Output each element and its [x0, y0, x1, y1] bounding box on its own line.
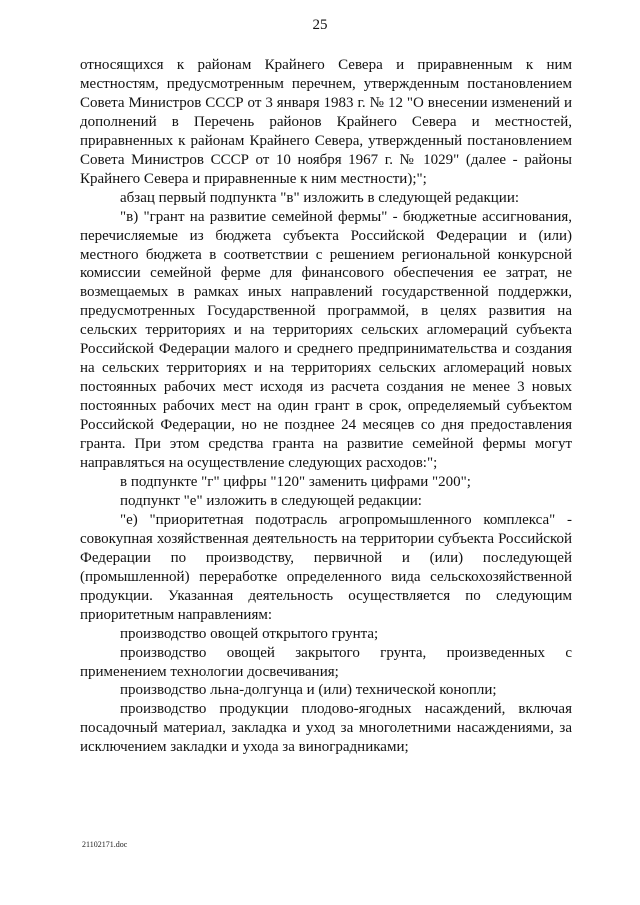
paragraph: подпункт "е" изложить в следующей редакции: [120, 492, 422, 509]
paragraph: производство овощей закрытого грунта, произведенных с применением технологии досвечивания; [80, 644, 572, 680]
page-number: 25 [312, 17, 328, 33]
paragraph: производство продукции плодово-ягодных насаждений, включая посадочный материал, закладка и уход за многолетними насаждениями, за исключением закладки и ухода за виноградниками; [80, 701, 572, 756]
document-body [80, 56, 572, 757]
paragraph: в подпункте "г" цифры "120" заменить цифрами "200"; [120, 473, 471, 490]
paragraph: абзац первый подпункта "в" изложить в следующей редакции: [120, 189, 520, 206]
footer-filename: 21102171.doc [82, 840, 128, 849]
paragraph: "в) "грант на развитие семейной фермы" - бюджетные ассигнования, перечисляемые из бюджета субъекта Российской Федерации и (или) местного бюджета в соответствии с решением региональной конкурсной комиссии семейной ферме для финансового обеспечения ее затрат, не возмещаемых в рамках иных направлений государственной поддержки, предусмотренных Государственной программой, в целях развития на сельских территориях и на территориях сельских агломераций субъекта Российской Федерации малого и среднего предпринимательства и создания на сельских территориях и на территориях сельских агломераций новых постоянных рабочих мест исходя из расчета создания не менее 3 новых постоянных рабочих мест на один грант в срок, определяемый субъектом Российской Федерации, но не позднее 24 месяцев со дня предоставления гранта. При этом средства гранта на развитие семейной фермы могут направляться на осуществление следующих расходов:"; [80, 208, 572, 472]
paragraph: производство овощей открытого грунта; [120, 625, 379, 642]
paragraph: относящихся к районам Крайнего Севера и приравненным к ним местностям, предусмотренным перечнем, утвержденным постановлением Совета Министров СССР от 3 января 1983 г. № 12 "О внесении изменений и дополнений в Перечень районов Крайнего Севера и местностей, приравненных к районам Крайнего Севера, утвержденный постановлением Совета Министров СССР от 10 ноября 1967 г. № 1029" (далее - районы Крайнего Севера и приравненные к ним местности);"; [80, 57, 572, 187]
paragraph: "е) "приоритетная подотрасль агропромышленного комплекса" - совокупная хозяйственная деятельность на территории субъекта Российской Федерации по производству, первичной и (или) последующей (промышленной) переработке определенного вида сельскохозяйственной продукции. Указанная деятельность осуществляется по следующим приоритетным направлениям: [80, 511, 572, 623]
paragraph: производство льна-долгунца и (или) технической конопли; [120, 682, 497, 699]
